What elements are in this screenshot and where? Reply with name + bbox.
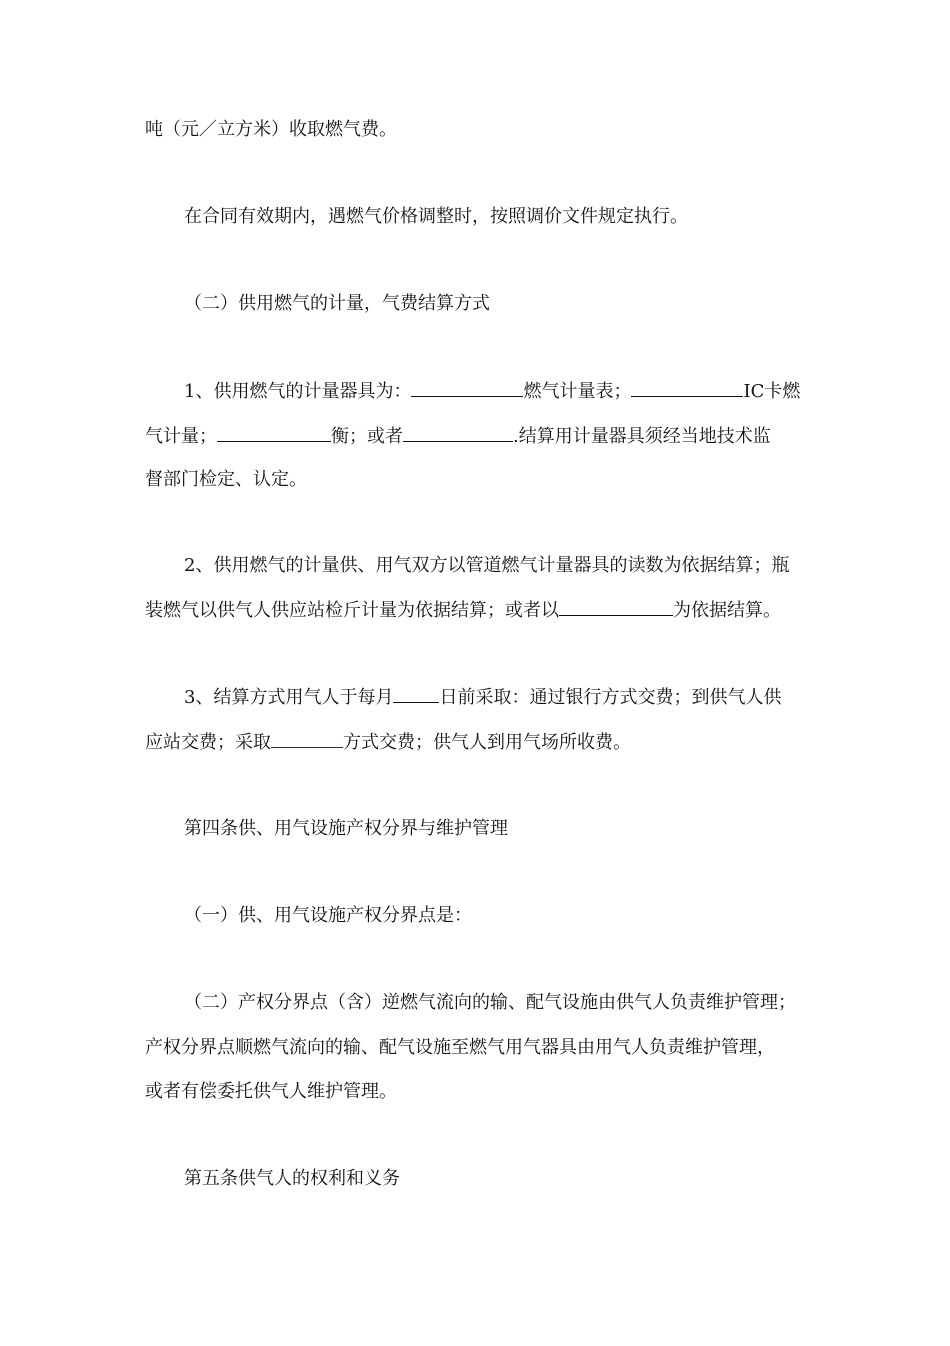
item-2-line-2 <box>145 599 781 622</box>
item-2-text-c: 为依据结算。 <box>673 600 781 621</box>
item-1-line-3: 督部门检定、认定。 <box>145 469 307 490</box>
item-1-text-b: 燃气计量表； <box>523 381 632 402</box>
item-1-text-a: 1、供用燃气的计量器具为： <box>184 381 412 402</box>
item-1-text-e: 衡；或者 <box>331 426 403 447</box>
article-5-heading: 第五条供气人的权利和义务 <box>184 1168 400 1189</box>
blank-field <box>559 599 673 616</box>
article-4-section-2-line-1: （二）产权分界点（含）逆燃气流向的输、配气设施由供气人负责维护管理； <box>184 992 796 1013</box>
item-3-line-2 <box>145 731 631 754</box>
article-4-section-2-line-3: 或者有偿委托供气人维护管理。 <box>145 1081 397 1102</box>
item-3-line-1 <box>184 686 781 709</box>
article-4-section-2-line-2: 产权分界点顺燃气流向的输、配气设施至燃气用气器具由用气人负责维护管理， <box>145 1037 775 1058</box>
item-1-line-1 <box>184 380 800 403</box>
item-1-text-d: 气计量； <box>145 426 217 447</box>
blank-field <box>631 380 743 397</box>
section-heading-metering: （二）供用燃气的计量，气费结算方式 <box>184 293 490 314</box>
blank-field <box>393 686 439 703</box>
item-1-line-2 <box>145 425 771 448</box>
blank-field <box>403 425 513 442</box>
article-4-section-1: （一）供、用气设施产权分界点是： <box>184 905 472 926</box>
paragraph-price-adjust: 在合同有效期内，遇燃气价格调整时，按照调价文件规定执行。 <box>184 206 688 227</box>
item-1-text-c: IC卡燃 <box>743 381 801 402</box>
item-3-text-a: 3、结算方式用气人于每月 <box>184 687 394 708</box>
item-3-text-b: 日前采取：通过银行方式交费；到供气人供 <box>439 687 782 708</box>
item-3-text-c: 应站交费；采取 <box>145 732 271 753</box>
blank-field <box>217 425 331 442</box>
item-3-text-d: 方式交费；供气人到用气场所收费。 <box>343 732 631 753</box>
blank-field <box>271 731 343 748</box>
article-4-heading: 第四条供、用气设施产权分界与维护管理 <box>184 818 508 839</box>
paragraph-fee-unit: 吨（元／立方米）收取燃气费。 <box>145 119 397 140</box>
item-1-text-f: .结算用计量器具须经当地技术监 <box>513 426 771 447</box>
blank-field <box>411 380 523 397</box>
item-2-line-1: 2、供用燃气的计量供、用气双方以管道燃气计量器具的读数为依据结算；瓶 <box>184 555 790 576</box>
item-2-text-b: 装燃气以供气人供应站检斤计量为依据结算；或者以 <box>145 600 559 621</box>
